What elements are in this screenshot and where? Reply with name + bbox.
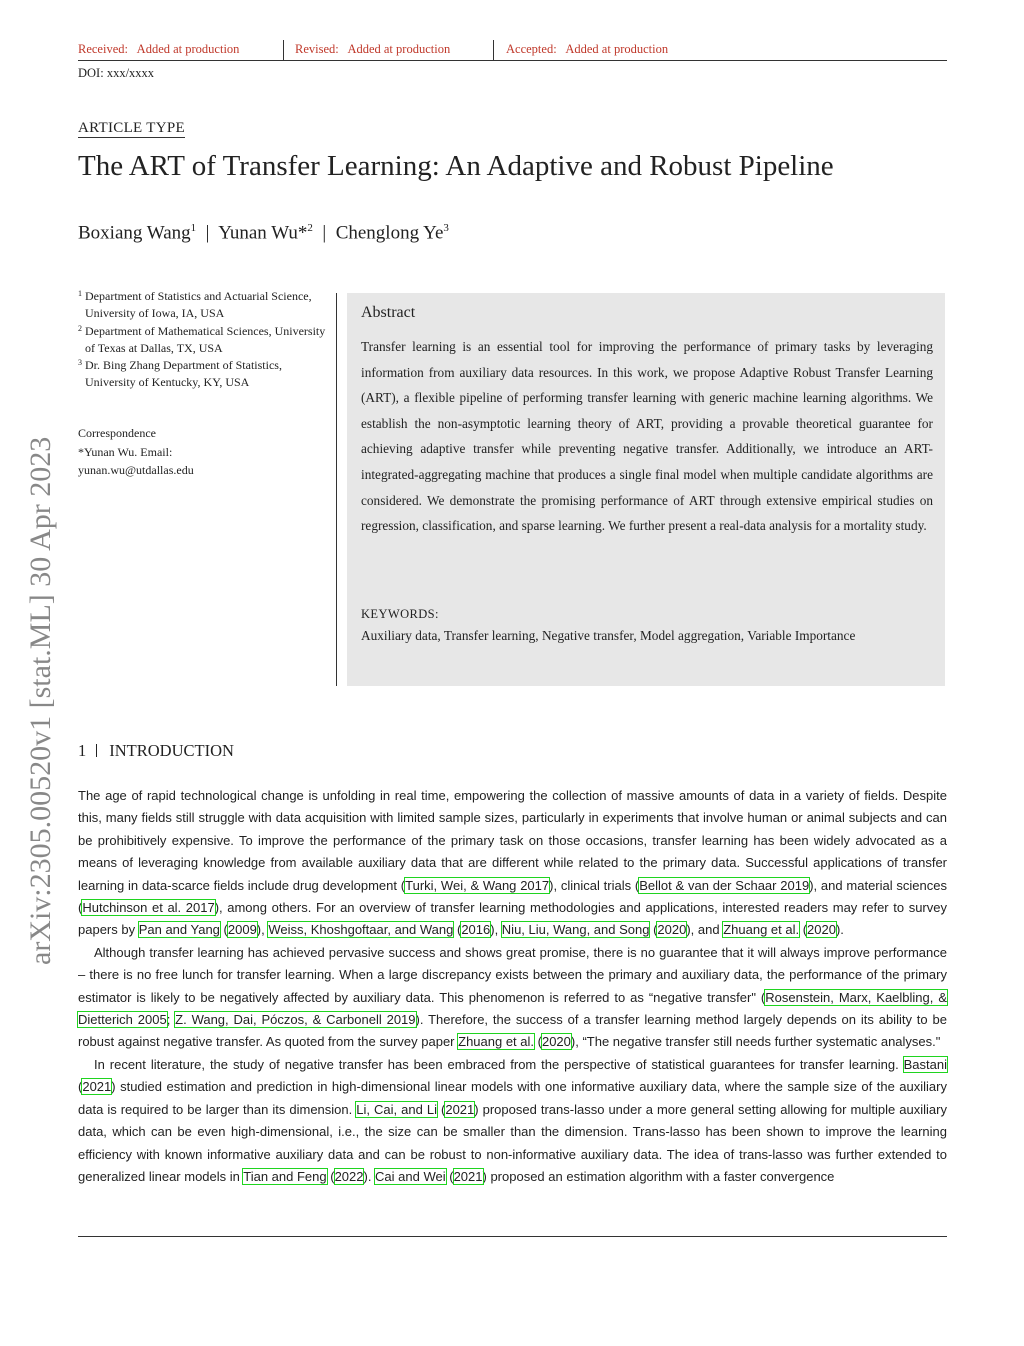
citation-link[interactable]: 2021 (82, 1079, 112, 1095)
citation-link[interactable]: Cai and Wei (375, 1168, 446, 1184)
keywords-text: Auxiliary data, Transfer learning, Negative transfer, Model aggregation, Variable Importance (361, 628, 856, 643)
paragraph: In recent literature, the study of negative transfer has been embraced from the perspective of statistical guarantees for transfer learning. Bastani (2021) studied estimation and prediction in high-dimensional linear models with one informative auxiliary data, where the sample size of the auxiliary data is required to be larger than its dimension. Li, Cai, and Li (2021) proposed trans-lasso under a more general setting allowing for multiple auxiliary data, which can be even high-dimensional, i.e., the size can be smaller than the dimension. Trans-lasso has been shown to improve the learning efficiency with known informative auxiliary data and can be robust to non-informative auxiliary data. The idea of trans-lasso was further extended to generalized linear models in Tian and Feng (2022). Cai and Wei (2021) proposed an estimation algorithm with a faster convergence (78, 1056, 947, 1184)
citation-link[interactable]: 2020 (541, 1034, 571, 1050)
doi: DOI: xxx/xxxx (78, 66, 155, 80)
author-name: Yunan Wu* (218, 222, 308, 244)
citation-link[interactable]: Bastani (903, 1056, 947, 1072)
publication-dates-bar (78, 40, 947, 61)
divider (493, 40, 494, 60)
accepted-date: Accepted: Added at production (506, 42, 669, 56)
footer-rule (78, 1236, 947, 1237)
abstract-text: Transfer learning is an essential tool for improving the performance of primary tasks by leveraging information from auxiliary data resources. In this work, we propose Adaptive Robust Transfer Learning (ART), a flexible pipeline of performing transfer learning with generic machine learning algorithms. We establish the non-asymptotic learning theory of ART, providing a provable theoretical guarantee for achieving adaptive transfer while preventing negative transfer. Additionally, we introduce an ART-integrated-aggregating machine that produces a single final model when multiple candidate algorithms are considered. We demonstrate the promising performance of ART through extensive empirical studies on regression, classification, and sparse learning. We further present a real-data analysis for a mortality study. (361, 339, 933, 534)
author-name: Chenglong Ye (335, 222, 444, 244)
abstract-divider (336, 293, 337, 686)
abstract-box (347, 293, 945, 686)
keywords-heading: KEYWORDS: (361, 607, 439, 621)
revised-date: Revised: Added at production (295, 42, 451, 56)
arxiv-identifier: arXiv:2305.00520v1 [stat.ML] 30 Apr 2023 (24, 436, 57, 965)
citation-link[interactable]: 2021 (445, 1101, 475, 1117)
citation-link[interactable]: Rosenstein, Marx, Kaelbling, & Dietterich 2005 (78, 989, 948, 1028)
affiliation: 1 Department of Statistics and Actuarial Science, University of Iowa, IA, USA (78, 289, 312, 321)
paragraph: Although transfer learning has achieved pervasive success and shows great promise, there is no guarantee that it will always improve performance – there is no free lunch for transfer learning. When a large discrepancy exists between the primary and auxiliary data, the performance of the primary estimator is likely to be negatively affected by auxiliary data. This phenomenon is referred to as “negative transfer" (Rosenstein, Marx, Kaelbling, & Dietterich 2005; Z. Wang, Dai, Póczos, & Carbonell 2019). Therefore, the success of a transfer learning method largely depends on its ability to be robust against negative transfer. As quoted from the survey paper Zhuang et al. (2020), “The negative transfer still needs further systematic analyses." (78, 944, 948, 1050)
article-type: ARTICLE TYPE (78, 120, 186, 136)
correspondence-email[interactable]: yunan.wu@utdallas.edu (78, 463, 194, 477)
citation-link[interactable]: Tian and Feng (243, 1168, 327, 1184)
citation-link[interactable]: Z. Wang, Dai, Póczos, & Carbonell 2019 (175, 1012, 416, 1028)
received-date: Received: Added at production (78, 42, 240, 56)
author-list: Boxiang Wang$^1$ | Yunan Wu*$^2$ | Chenglong Ye$^3$ (78, 222, 449, 244)
paragraph: The age of rapid technological change is unfolding in real time, empowering the collection of massive amounts of data in a variety of fields. Despite this, many fields still struggle with data acquisition with limited sample sizes, particularly in experiments that involve human or animal subjects and can be prohibitively expensive. To improve the performance of the primary task on those occasions, transfer learning has been widely advocated as a means of leveraging knowledge from available auxiliary data that are different while related to the primary data. Successful applications of transfer learning in data-scarce fields include drug development (Turki, Wei, & Wang 2017), clinical trials (Bellot & van der Schaar 2019), and material sciences (Hutchinson et al. 2017), among others. For an overview of transfer learning methodologies and applications, interested readers may refer to survey papers by Pan and Yang (2009), Weiss, Khoshgoftaar, and Wang (2016), Niu, Liu, Wang, and Song (2020), and Zhuang et al. (2020). (78, 788, 948, 938)
correspondence (78, 424, 333, 480)
citation-link[interactable]: 2016 (461, 922, 491, 938)
citation-link[interactable]: Li, Cai, and Li (356, 1101, 437, 1117)
citation-link[interactable]: Zhuang et al. (458, 1034, 535, 1050)
citation-link[interactable]: Turki, Wei, & Wang 2017 (405, 877, 550, 893)
introduction-body (78, 785, 947, 1188)
citation-link[interactable]: Bellot & van der Schaar 2019 (639, 877, 810, 893)
citation-link[interactable]: 2009 (227, 922, 257, 938)
citation-link[interactable]: 2020 (807, 922, 836, 938)
citation-link[interactable]: Hutchinson et al. 2017 (82, 900, 215, 916)
abstract-heading: Abstract (361, 304, 416, 321)
section-number: 1 (78, 741, 87, 760)
citation-link[interactable]: Weiss, Khoshgoftaar, and Wang (268, 922, 454, 938)
correspondence-name: *Yunan Wu. Email: (78, 444, 173, 459)
affiliations (78, 288, 333, 392)
author-name: Boxiang Wang (78, 222, 191, 244)
correspondence-label: Correspondence (78, 426, 156, 440)
citation-link[interactable]: 2022 (334, 1168, 364, 1184)
divider (283, 40, 284, 60)
citation-link[interactable]: Pan and Yang (138, 922, 220, 938)
affiliation: 2 Department of Mathematical Sciences, University of Texas at Dallas, TX, USA (78, 323, 326, 355)
citation-link[interactable]: Niu, Liu, Wang, and Song (501, 922, 650, 938)
citation-link[interactable]: 2021 (453, 1168, 483, 1184)
citation-link[interactable]: Zhuang et al. (723, 922, 800, 938)
section-heading (78, 741, 234, 761)
affiliation: 3 Dr. Bing Zhang Department of Statistics, University of Kentucky, KY, USA (78, 358, 282, 390)
citation-link[interactable]: 2020 (657, 922, 687, 938)
paper-title: The ART of Transfer Learning: An Adaptive and Robust Pipeline (78, 150, 834, 182)
section-bar (96, 744, 97, 757)
section-title: INTRODUCTION (109, 741, 234, 760)
